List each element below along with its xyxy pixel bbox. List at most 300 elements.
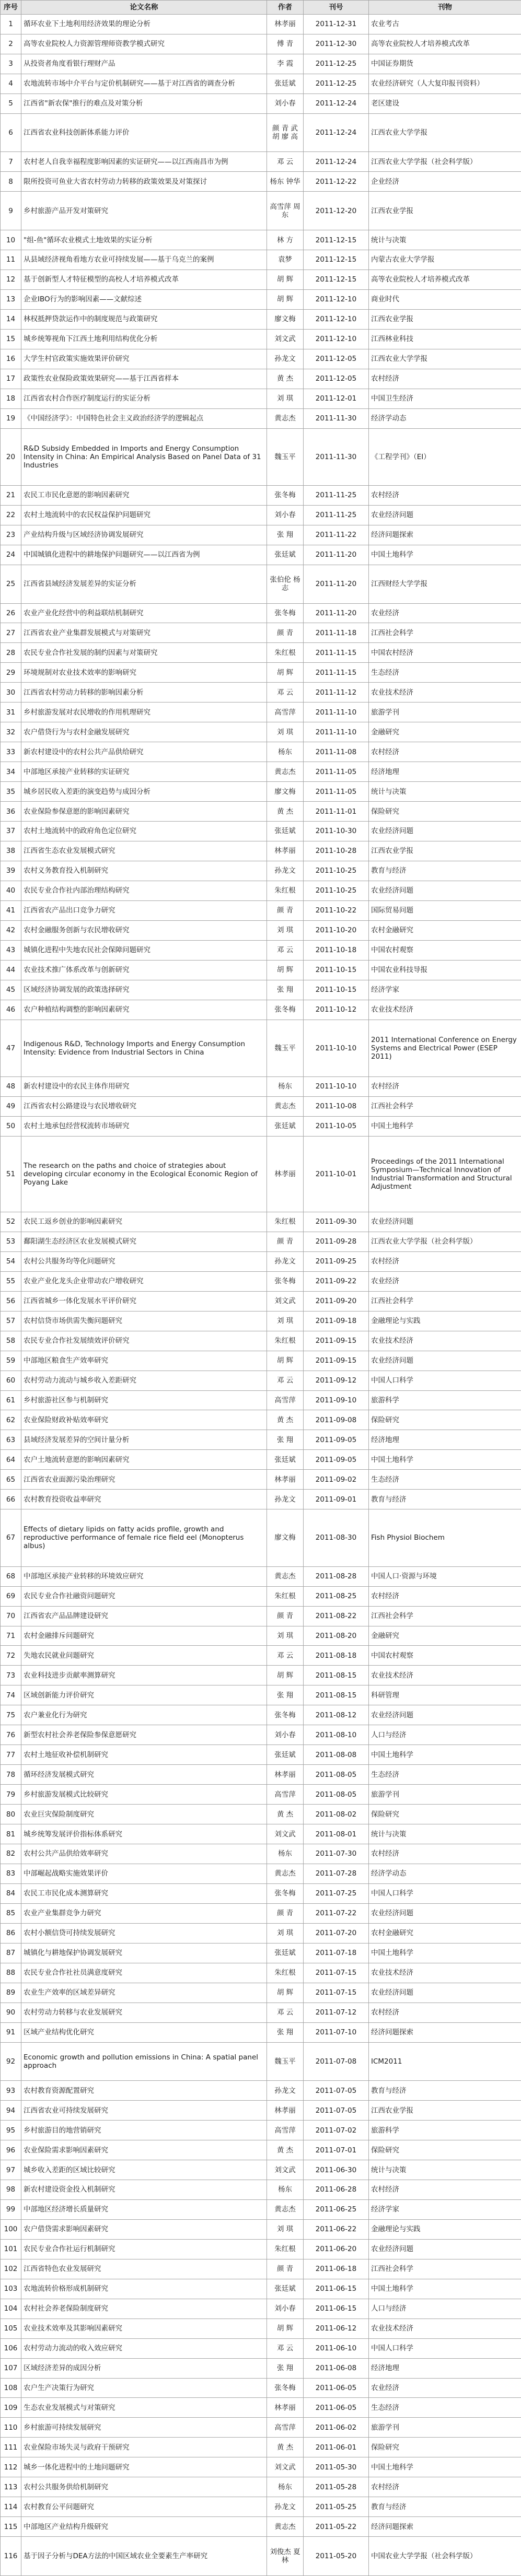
table-row (1, 2003, 521, 2022)
row-issue: 2011-05-20 (304, 2537, 369, 2576)
row-paper-title: 农业生产效率的区域差异研究 (21, 1983, 267, 2003)
row-issue: 2011-12-24 (304, 113, 369, 152)
table-row (1, 74, 521, 93)
row-issue: 2011-08-02 (304, 1805, 369, 1824)
table-row (1, 1626, 521, 1646)
row-issue: 2011-12-15 (304, 230, 369, 250)
row-serial: 32 (1, 722, 21, 742)
row-author: 孙龙文 (267, 2081, 304, 2101)
row-author: 黄志杰 (267, 408, 304, 428)
table-row (1, 93, 521, 113)
table-row (1, 1000, 521, 1020)
table-row (1, 2279, 521, 2299)
row-journal: 农业经济问题 (369, 1903, 521, 1923)
row-issue: 2011-07-25 (304, 1883, 369, 1903)
row-issue: 2011-11-10 (304, 722, 369, 742)
row-paper-title: Indigenous R&D, Technology Imports and Energy Consumption Intensity: Evidence from Industrial Sectors in China (21, 1020, 267, 1076)
row-serial: 40 (1, 881, 21, 900)
row-serial: 114 (1, 2497, 21, 2517)
row-issue: 2011-10-01 (304, 1136, 369, 1212)
row-serial: 8 (1, 172, 21, 192)
row-journal: 经济问题探索 (369, 2517, 521, 2537)
row-author: 林孝丽 (267, 1470, 304, 1490)
row-issue: 2011-10-05 (304, 1116, 369, 1136)
table-row (1, 762, 521, 782)
row-issue: 2011-10-25 (304, 861, 369, 881)
row-issue: 2011-08-25 (304, 1586, 369, 1606)
row-author: 颜 青 (267, 2259, 304, 2279)
row-author: 林孝丽 (267, 1136, 304, 1212)
row-author: 张冬梅 (267, 2378, 304, 2398)
row-paper-title: 农村劳动力转移与农业发展研究 (21, 2003, 267, 2022)
row-serial: 3 (1, 54, 21, 74)
row-paper-title: 农村金融服务创新与农民增收研究 (21, 920, 267, 940)
row-serial: 34 (1, 762, 21, 782)
table-row (1, 2497, 521, 2517)
row-issue: 2011-06-25 (304, 2199, 369, 2219)
row-author: 邓 云 (267, 1646, 304, 1666)
table-row (1, 1311, 521, 1331)
row-issue: 2011-09-12 (304, 1371, 369, 1390)
row-paper-title: 农户种植结构调整的影响因素研究 (21, 1000, 267, 1020)
table-row (1, 1351, 521, 1371)
row-author: 黄志杰 (267, 1096, 304, 1116)
row-author: 张 翔 (267, 525, 304, 545)
row-paper-title: 江西省农业面源污染治理研究 (21, 1470, 267, 1490)
table-row (1, 1824, 521, 1844)
row-journal: 中国农村观察 (369, 1646, 521, 1666)
row-journal: 经济问题探索 (369, 525, 521, 545)
row-issue: 2011-06-05 (304, 2398, 369, 2418)
row-serial: 81 (1, 1824, 21, 1844)
row-paper-title: Effects of dietary lipids on fatty acids profile, growth and reproductive performance of female rice field eel (Monopterus albus) (21, 1509, 267, 1566)
table-row (1, 722, 521, 742)
row-issue: 2011-05-28 (304, 2477, 369, 2497)
row-author: 朱红根 (267, 1212, 304, 1232)
row-paper-title: 中国城镇化进程中的耕地保护问题研究——以江西省为例 (21, 545, 267, 565)
row-paper-title: 鄱阳湖生态经济区农业发展模式研究 (21, 1232, 267, 1251)
row-paper-title: 城乡居民收入差距的演变趋势与成因分析 (21, 782, 267, 802)
row-serial: 101 (1, 2239, 21, 2259)
row-paper-title: 城乡统筹视角下江西土地利用结构优化分析 (21, 329, 267, 349)
row-serial: 110 (1, 2418, 21, 2438)
row-journal: 中国土地科学 (369, 1745, 521, 1765)
row-paper-title: 农业产业化经营中的利益联结机制研究 (21, 603, 267, 623)
row-journal: 旅游科学 (369, 2121, 521, 2140)
table-row (1, 742, 521, 762)
row-issue: 2011-06-30 (304, 2160, 369, 2180)
row-serial: 77 (1, 1745, 21, 1765)
row-journal: 中国人口科学 (369, 1883, 521, 1903)
row-journal: Fish Physiol Biochem (369, 1509, 521, 1566)
row-journal: 农村经济 (369, 486, 521, 506)
table-row (1, 1509, 521, 1566)
row-author: 邓 云 (267, 683, 304, 702)
table-row (1, 603, 521, 623)
row-journal: 江西社会科学 (369, 1096, 521, 1116)
row-author: 邓 云 (267, 1371, 304, 1390)
row-issue: 2011-06-18 (304, 2259, 369, 2279)
row-paper-title: 基于因子分析与DEA方法的中国区域农业全要素生产率研究 (21, 2537, 267, 2576)
row-serial: 116 (1, 2537, 21, 2576)
row-issue: 2011-08-10 (304, 1725, 369, 1745)
row-issue: 2011-10-18 (304, 940, 369, 960)
row-author: 颜 青 (267, 1232, 304, 1251)
row-issue: 2011-10-12 (304, 1000, 369, 1020)
row-journal: 教育与经济 (369, 1490, 521, 1509)
row-journal: 农业经济问题 (369, 1212, 521, 1232)
row-serial: 23 (1, 525, 21, 545)
row-author: 刘文武 (267, 2457, 304, 2477)
row-serial: 59 (1, 1351, 21, 1371)
row-author: 张冬梅 (267, 1883, 304, 1903)
row-author: 胡 辉 (267, 1666, 304, 1685)
row-paper-title: 中部地区承接产业转移的实证研究 (21, 762, 267, 782)
table-body (1, 15, 521, 2576)
row-serial: 46 (1, 1000, 21, 1020)
row-serial: 87 (1, 1943, 21, 1963)
row-issue: 2011-12-01 (304, 389, 369, 408)
row-issue: 2011-08-05 (304, 1765, 369, 1785)
row-author: 林孝丽 (267, 2101, 304, 2121)
table-row (1, 389, 521, 408)
table-row (1, 1705, 521, 1725)
row-author: 张冬梅 (267, 1271, 304, 1291)
row-journal: 农村金融研究 (369, 920, 521, 940)
row-journal: 农业技术经济 (369, 2319, 521, 2338)
row-author: 朱红根 (267, 881, 304, 900)
row-issue: 2011-07-22 (304, 1903, 369, 1923)
row-author: 张廷斌 (267, 2279, 304, 2299)
row-author: 刘小春 (267, 1725, 304, 1745)
row-serial: 102 (1, 2259, 21, 2279)
row-journal: 保险研究 (369, 1805, 521, 1824)
row-paper-title: 农民工返乡创业的影响因素研究 (21, 1212, 267, 1232)
row-paper-title: 江西省农业可持续发展研究 (21, 2101, 267, 2121)
row-issue: 2011-12-30 (304, 34, 369, 54)
row-serial: 108 (1, 2378, 21, 2398)
row-paper-title: 产业结构升级与区域经济协调发展研究 (21, 525, 267, 545)
row-paper-title: 城乡统筹发展评价指标体系研究 (21, 1824, 267, 1844)
row-paper-title: 农业保险需求影响因素研究 (21, 2140, 267, 2160)
table-row (1, 525, 521, 545)
row-paper-title: 循环经济发展模式研究 (21, 1765, 267, 1785)
table-row (1, 1410, 521, 1430)
table-row (1, 34, 521, 54)
row-paper-title: 农村教育投资收益率研究 (21, 1490, 267, 1509)
row-journal: 中国人口科学 (369, 2338, 521, 2358)
row-journal: 农村经济 (369, 2003, 521, 2022)
row-serial: 48 (1, 1076, 21, 1096)
row-serial: 89 (1, 1983, 21, 2003)
row-paper-title: 农村土地流转中的政府角色定位研究 (21, 821, 267, 841)
row-serial: 99 (1, 2199, 21, 2219)
row-issue: 2011-06-12 (304, 2319, 369, 2338)
row-journal: 江西农业大学学报 (369, 113, 521, 152)
row-serial: 11 (1, 250, 21, 270)
row-author: 林孝丽 (267, 2398, 304, 2418)
table-row (1, 565, 521, 603)
row-journal: 企业经济 (369, 172, 521, 192)
row-journal: 中国土地科学 (369, 1943, 521, 1963)
row-author: 刘 琪 (267, 389, 304, 408)
row-author: 杨东 (267, 742, 304, 762)
row-journal: 江西农业大学学报 (369, 349, 521, 369)
row-journal: 江西农业大学学报（社会科学版） (369, 1232, 521, 1251)
row-issue: 2011-07-30 (304, 1844, 369, 1864)
table-row (1, 920, 521, 940)
row-serial: 104 (1, 2299, 21, 2319)
row-serial: 62 (1, 1410, 21, 1430)
row-serial: 42 (1, 920, 21, 940)
table-row (1, 2140, 521, 2160)
row-author: 张廷斌 (267, 1745, 304, 1765)
table-row (1, 782, 521, 802)
row-author: 张冬梅 (267, 603, 304, 623)
table-row (1, 1470, 521, 1490)
table-row (1, 54, 521, 74)
row-serial: 115 (1, 2517, 21, 2537)
row-paper-title: 农民专业合作社社员满意度研究 (21, 1963, 267, 1983)
row-issue: 2011-10-10 (304, 1020, 369, 1076)
row-serial: 25 (1, 565, 21, 603)
table-row (1, 1883, 521, 1903)
row-author: 李 霞 (267, 54, 304, 74)
row-paper-title: 中部地区经济增长质量研究 (21, 2199, 267, 2219)
row-journal: 农业技术经济 (369, 683, 521, 702)
row-journal: 农业考古 (369, 15, 521, 34)
row-author: 孙龙文 (267, 349, 304, 369)
row-journal: 农业技术经济 (369, 1331, 521, 1351)
table-row (1, 1785, 521, 1805)
row-author: 胡 辉 (267, 2319, 304, 2338)
row-journal: 保险研究 (369, 1410, 521, 1430)
row-author: 张 翔 (267, 2358, 304, 2378)
row-serial: 30 (1, 683, 21, 702)
table-row (1, 2358, 521, 2378)
table-row (1, 2457, 521, 2477)
row-journal: 中国土地科学 (369, 2457, 521, 2477)
row-paper-title: 农业技术推广体系改革与创新研究 (21, 960, 267, 980)
table-row (1, 960, 521, 980)
row-paper-title: 政策性农业保险政策效果研究——基于江西省样本 (21, 369, 267, 389)
row-issue: 2011-10-25 (304, 881, 369, 900)
row-author: 刘文武 (267, 1291, 304, 1311)
row-paper-title: 环境规制对农业技术效率的影响研究 (21, 663, 267, 683)
row-author: 刘 琪 (267, 1923, 304, 1943)
row-issue: 2011-09-15 (304, 1351, 369, 1371)
row-serial: 5 (1, 93, 21, 113)
row-journal: 中国土地科学 (369, 545, 521, 565)
row-author: 黄 杰 (267, 1805, 304, 1824)
row-paper-title: 农村公共服务均等化问题研究 (21, 1251, 267, 1271)
row-issue: 2011-12-05 (304, 349, 369, 369)
row-author: 高雪萍 周东 (267, 192, 304, 230)
row-paper-title: 农村老人自我幸福程度影响因素的实证研究——以江西南昌市为例 (21, 152, 267, 172)
row-paper-title: 企业IBO行为的影响因素——文献综述 (21, 289, 267, 309)
table-row (1, 1390, 521, 1410)
table-row (1, 1450, 521, 1470)
row-author: 袁梦 (267, 250, 304, 270)
row-serial: 7 (1, 152, 21, 172)
row-serial: 57 (1, 1311, 21, 1331)
row-journal: 经济学家 (369, 2199, 521, 2219)
row-issue: 2011-08-28 (304, 1566, 369, 1586)
row-serial: 67 (1, 1509, 21, 1566)
table-row (1, 1586, 521, 1606)
row-author: 颜 青 (267, 900, 304, 920)
row-journal: 农村经济 (369, 369, 521, 389)
row-issue: 2011-06-02 (304, 2418, 369, 2438)
row-journal: 农村经济 (369, 1076, 521, 1096)
header-serial: 序号 (1, 1, 21, 15)
row-paper-title: 城乡一体化进程中的土地问题研究 (21, 2457, 267, 2477)
row-serial: 90 (1, 2003, 21, 2022)
row-serial: 113 (1, 2477, 21, 2497)
row-issue: 2011-10-30 (304, 821, 369, 841)
row-author: 黄志杰 (267, 2199, 304, 2219)
row-paper-title: 循环农业下土地利用经济效果的理论分析 (21, 15, 267, 34)
row-author: 高雪萍 (267, 2121, 304, 2140)
row-journal: 江西财经大学学报 (369, 565, 521, 603)
row-paper-title: 农村公共产品供给效率研究 (21, 1844, 267, 1864)
table-row (1, 2299, 521, 2319)
row-issue: 2011-07-20 (304, 1923, 369, 1943)
row-journal: 江西社会科学 (369, 1291, 521, 1311)
row-serial: 36 (1, 802, 21, 822)
row-author: 张 翔 (267, 2022, 304, 2042)
row-issue: 2011-11-05 (304, 762, 369, 782)
row-author: 胡 辉 (267, 1983, 304, 2003)
row-paper-title: 农村小额信贷可持续发展研究 (21, 1923, 267, 1943)
row-serial: 60 (1, 1371, 21, 1390)
table-row (1, 2042, 521, 2081)
row-serial: 49 (1, 1096, 21, 1116)
row-serial: 47 (1, 1020, 21, 1076)
row-serial: 13 (1, 289, 21, 309)
row-paper-title: 农村公共服务供给机制研究 (21, 2477, 267, 2497)
row-paper-title: 农村义务教育投入机制研究 (21, 861, 267, 881)
row-issue: 2011-11-08 (304, 742, 369, 762)
row-issue: 2011-07-08 (304, 2042, 369, 2081)
row-paper-title: 城镇化进程中失地农民社会保障问题研究 (21, 940, 267, 960)
row-author: 傅 青 (267, 34, 304, 54)
row-paper-title: 乡村旅游可持续发展研究 (21, 2418, 267, 2438)
table-row (1, 1136, 521, 1212)
row-author: 朱红根 (267, 1331, 304, 1351)
row-serial: 1 (1, 15, 21, 34)
row-issue: 2011-05-25 (304, 2497, 369, 2517)
row-journal: 老区建设 (369, 93, 521, 113)
row-author: 高雪萍 (267, 2418, 304, 2438)
row-serial: 22 (1, 505, 21, 525)
row-serial: 109 (1, 2398, 21, 2418)
row-paper-title: 从投资者角度看银行理财产品 (21, 54, 267, 74)
row-issue: 2011-07-05 (304, 2081, 369, 2101)
row-issue: 2011-09-15 (304, 1331, 369, 1351)
row-journal: 金融研究 (369, 1626, 521, 1646)
table-row (1, 940, 521, 960)
table-row (1, 2160, 521, 2180)
row-paper-title: 大学生村官政策实施效果评价研究 (21, 349, 267, 369)
row-journal: 农业经济 (369, 1271, 521, 1291)
row-journal: 中国证券期货 (369, 54, 521, 74)
row-journal: 中国土地科学 (369, 1116, 521, 1136)
row-issue: 2011-11-25 (304, 505, 369, 525)
row-author: 胡 辉 (267, 663, 304, 683)
row-paper-title: 生态农业发展模式与对策研究 (21, 2398, 267, 2418)
row-journal: 统计与决策 (369, 2160, 521, 2180)
table-row (1, 702, 521, 722)
row-paper-title: 农业巨灾保险制度研究 (21, 1805, 267, 1824)
row-author: 刘 琪 (267, 1626, 304, 1646)
row-journal: 江西林业科技 (369, 329, 521, 349)
row-journal: 金融理论与实践 (369, 2219, 521, 2239)
row-journal: 江西农业学报 (369, 2101, 521, 2121)
row-issue: 2011-08-22 (304, 1606, 369, 1626)
row-issue: 2011-06-22 (304, 2219, 369, 2239)
row-issue: 2011-10-22 (304, 900, 369, 920)
row-journal: 高等农业院校人才培养模式改革 (369, 270, 521, 289)
row-issue: 2011-11-05 (304, 782, 369, 802)
header-journal: 刊物 (369, 1, 521, 15)
row-journal: 农业经济问题 (369, 2239, 521, 2259)
row-author: 黄志杰 (267, 1864, 304, 1883)
row-issue: 2011-11-20 (304, 565, 369, 603)
table-row (1, 15, 521, 34)
row-author: 黄 杰 (267, 1410, 304, 1430)
row-journal: 江西农业学报 (369, 309, 521, 329)
row-serial: 91 (1, 2022, 21, 2042)
row-serial: 93 (1, 2081, 21, 2101)
row-paper-title: 农户生产决策行为研究 (21, 2378, 267, 2398)
row-journal: Proceedings of the 2011 International Symposium—Technical Innovation of Industrial Transformation and Structural Adjustment (369, 1136, 521, 1212)
row-serial: 41 (1, 900, 21, 920)
row-author: 刘 琪 (267, 920, 304, 940)
header-issue: 刊号 (304, 1, 369, 15)
row-issue: 2011-12-25 (304, 54, 369, 74)
row-issue: 2011-12-05 (304, 369, 369, 389)
row-serial: 73 (1, 1666, 21, 1685)
table-row (1, 2081, 521, 2101)
row-serial: 20 (1, 428, 21, 485)
row-issue: 2011-06-20 (304, 2239, 369, 2259)
row-paper-title: 城镇化与耕地保护协调发展研究 (21, 1943, 267, 1963)
table-row (1, 2338, 521, 2358)
row-paper-title: 农户借贷需求影响因素研究 (21, 2219, 267, 2239)
row-paper-title: 中部地区粮食生产效率研究 (21, 1351, 267, 1371)
table-row (1, 1864, 521, 1883)
row-paper-title: 农业产业化龙头企业带动农户增收研究 (21, 1271, 267, 1291)
row-paper-title: 乡村旅游发展模式比较研究 (21, 1785, 267, 1805)
table-row (1, 1096, 521, 1116)
table-row (1, 2517, 521, 2537)
row-journal: 江西社会科学 (369, 1606, 521, 1626)
row-issue: 2011-10-28 (304, 841, 369, 861)
table-row (1, 1963, 521, 1983)
row-journal: 《工程学刊》（EI） (369, 428, 521, 485)
row-journal: 经济学动态 (369, 1864, 521, 1883)
row-serial: 4 (1, 74, 21, 93)
table-row (1, 1745, 521, 1765)
table-row (1, 900, 521, 920)
row-serial: 65 (1, 1470, 21, 1490)
row-serial: 84 (1, 1883, 21, 1903)
row-paper-title: 农村土地流转中的农民权益保护问题研究 (21, 505, 267, 525)
row-serial: 82 (1, 1844, 21, 1864)
table-row (1, 1666, 521, 1685)
row-journal: 中国土地科学 (369, 1450, 521, 1470)
